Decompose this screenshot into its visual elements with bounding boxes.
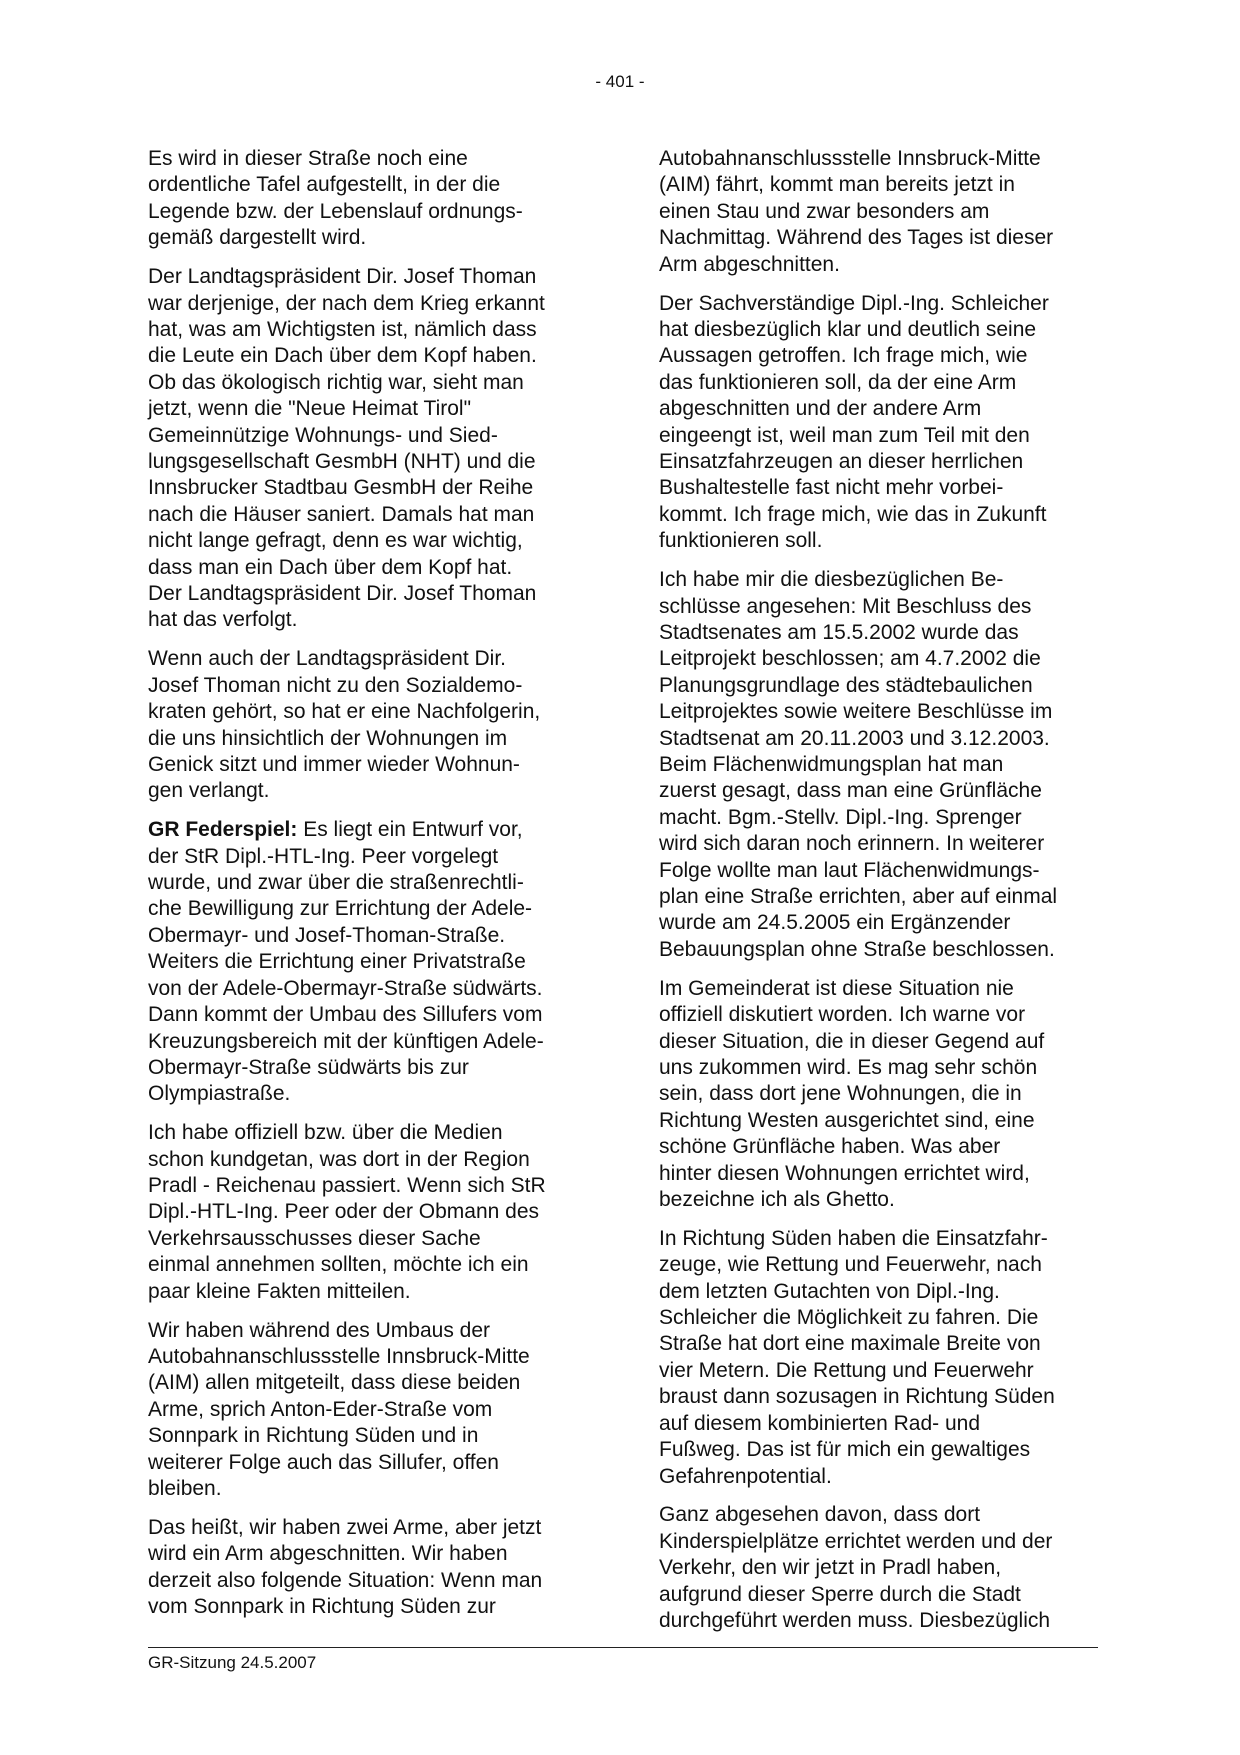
- left-column: [148, 146, 584, 1633]
- speaker-text: Es liegt ein Entwurf vor, der StR Dipl.-HTL-Ing. Peer vorgelegt wurde, und zwar über die straßenrechtli- che Bewilligung zur Errichtung der Adele- Obermayr- und Josef-Thoman-Straße. Weiters die Errichtung einer Privatstraße von der Adele-Obermayr-Straße südwärts. Dann kommt der Umbau des Sillufers vom Kreuzungsbereich mit der künftigen Adele- Obermayr-Straße südwärts bis zur Olympiastraße.: [148, 818, 544, 1106]
- page-number: - 401 -: [595, 72, 645, 91]
- paragraph: Ich habe mir die diesbezüglichen Be- schlüsse angesehen: Mit Beschluss des Stadtsenates am 15.5.2002 wurde das Leitprojekt beschlossen; am 4.7.2002 die Planungsgrundlage des städtebaulichen Leitprojektes sowie weitere Beschlüsse im Stadtsenat am 20.11.2003 und 3.12.2003. Beim Flächenwidmungsplan hat man zuerst gesagt, dass man eine Grünfläche macht. Bgm.-Stellv. Dipl.-Ing. Sprenger wird sich daran noch erinnern. In weiterer Folge wollte man laut Flächenwidmungs- plan eine Straße errichten, aber auf einmal wurde am 24.5.2005 ein Ergänzender Bebauungsplan ohne Straße beschlossen.: [659, 568, 1058, 961]
- paragraph: Ganz abgesehen davon, dass dort Kinderspielplätze errichtet werden und der Verkehr, den wir jetzt in Pradl haben, aufgrund dieser Sperre durch die Stadt durchgeführt werden muss. Diesbezüglich: [659, 1503, 1053, 1633]
- paragraph: Wenn auch der Landtagspräsident Dir. Josef Thoman nicht zu den Sozialdemo- kraten gehört, so hat er eine Nachfolgerin, die uns hinsichtlich der Wohnungen im Genick sitzt und immer wieder Wohnun- gen verlangt.: [148, 647, 541, 803]
- paragraph: Der Sachverständige Dipl.-Ing. Schleicher hat diesbezüglich klar und deutlich seine Aussagen getroffen. Ich frage mich, wie das funktionieren soll, da der eine Arm abgeschnitten und der andere Arm eingeengt ist, weil man zum Teil mit den Einsatzfahrzeugen an dieser herrlichen Bushaltestelle fast nicht mehr vorbei- kommt. Ich frage mich, wie das in Zukunft funktionieren soll.: [659, 291, 1049, 553]
- footer-text: GR-Sitzung 24.5.2007: [148, 1653, 317, 1672]
- paragraph: Es wird in dieser Straße noch eine ordentliche Tafel aufgestellt, in der die Legende bzw. der Lebenslauf ordnungs- gemäß dargestellt wird.: [148, 147, 523, 250]
- speaker-name: GR Federspiel:: [148, 818, 298, 842]
- paragraph: Wir haben während des Umbaus der Autobahnanschlussstelle Innsbruck-Mitte (AIM) allen mitgeteilt, dass diese beiden Arme, sprich Anton-Eder-Straße vom Sonnpark in Richtung Süden und in weiterer Folge auch das Sillufer, offen bleiben.: [148, 1318, 530, 1500]
- footer-divider: [148, 1647, 1098, 1648]
- paragraph: In Richtung Süden haben die Einsatzfahr- zeuge, wie Rettung und Feuerwehr, nach dem letzten Gutachten von Dipl.-Ing. Schleicher die Möglichkeit zu fahren. Die Straße hat dort eine maximale Breite von vier Metern. Die Rettung und Feuerwehr braust dann sozusagen in Richtung Süden auf diesem kombinierten Rad- und Fußweg. Das ist für mich ein gewaltiges Gefahrenpotential.: [659, 1226, 1055, 1488]
- speaker-paragraph: [148, 817, 584, 1107]
- paragraph: Autobahnanschlussstelle Innsbruck-Mitte (AIM) fährt, kommt man bereits jetzt in einen Stau und zwar besonders am Nachmittag. Während des Tages ist dieser Arm abgeschnitten.: [659, 147, 1054, 276]
- paragraph: Der Landtagspräsident Dir. Josef Thoman war derjenige, der nach dem Krieg erkannt hat, was am Wichtigsten ist, nämlich dass die Leute ein Dach über dem Kopf haben. Ob das ökologisch richtig war, sieht man jetzt, wenn die "Neue Heimat Tirol" Gemeinnützige Wohnungs- und Sied- lungsgesellschaft GesmbH (NHT) und die Innsbrucker Stadtbau GesmbH der Reihe nach die Häuser saniert. Damals hat man nicht lange gefragt, denn es war wichtig, dass man ein Dach über dem Kopf hat. Der Landtagspräsident Dir. Josef Thoman hat das verfolgt.: [148, 265, 545, 632]
- paragraph: Ich habe offiziell bzw. über die Medien schon kundgetan, was dort in der Region Pradl - Reichenau passiert. Wenn sich StR Dipl.-HTL-Ing. Peer oder der Obmann des Verkehrsausschusses dieser Sache einmal annehmen sollten, möchte ich ein paar kleine Fakten mitteilen.: [148, 1121, 546, 1303]
- right-column: [659, 146, 1099, 1647]
- paragraph: Das heißt, wir haben zwei Arme, aber jetzt wird ein Arm abgeschnitten. Wir haben derzeit also folgende Situation: Wenn man vom Sonnpark in Richtung Süden zur: [148, 1515, 543, 1619]
- paragraph: Im Gemeinderat ist diese Situation nie offiziell diskutiert worden. Ich warne vor dieser Situation, die in dieser Gegend auf uns zukommen wird. Es mag sehr schön sein, dass dort jene Wohnungen, die in Richtung Westen ausgerichtet sind, eine schöne Grünfläche haben. Was aber hinter diesen Wohnungen errichtet wird, bezeichne ich als Ghetto.: [659, 976, 1045, 1211]
